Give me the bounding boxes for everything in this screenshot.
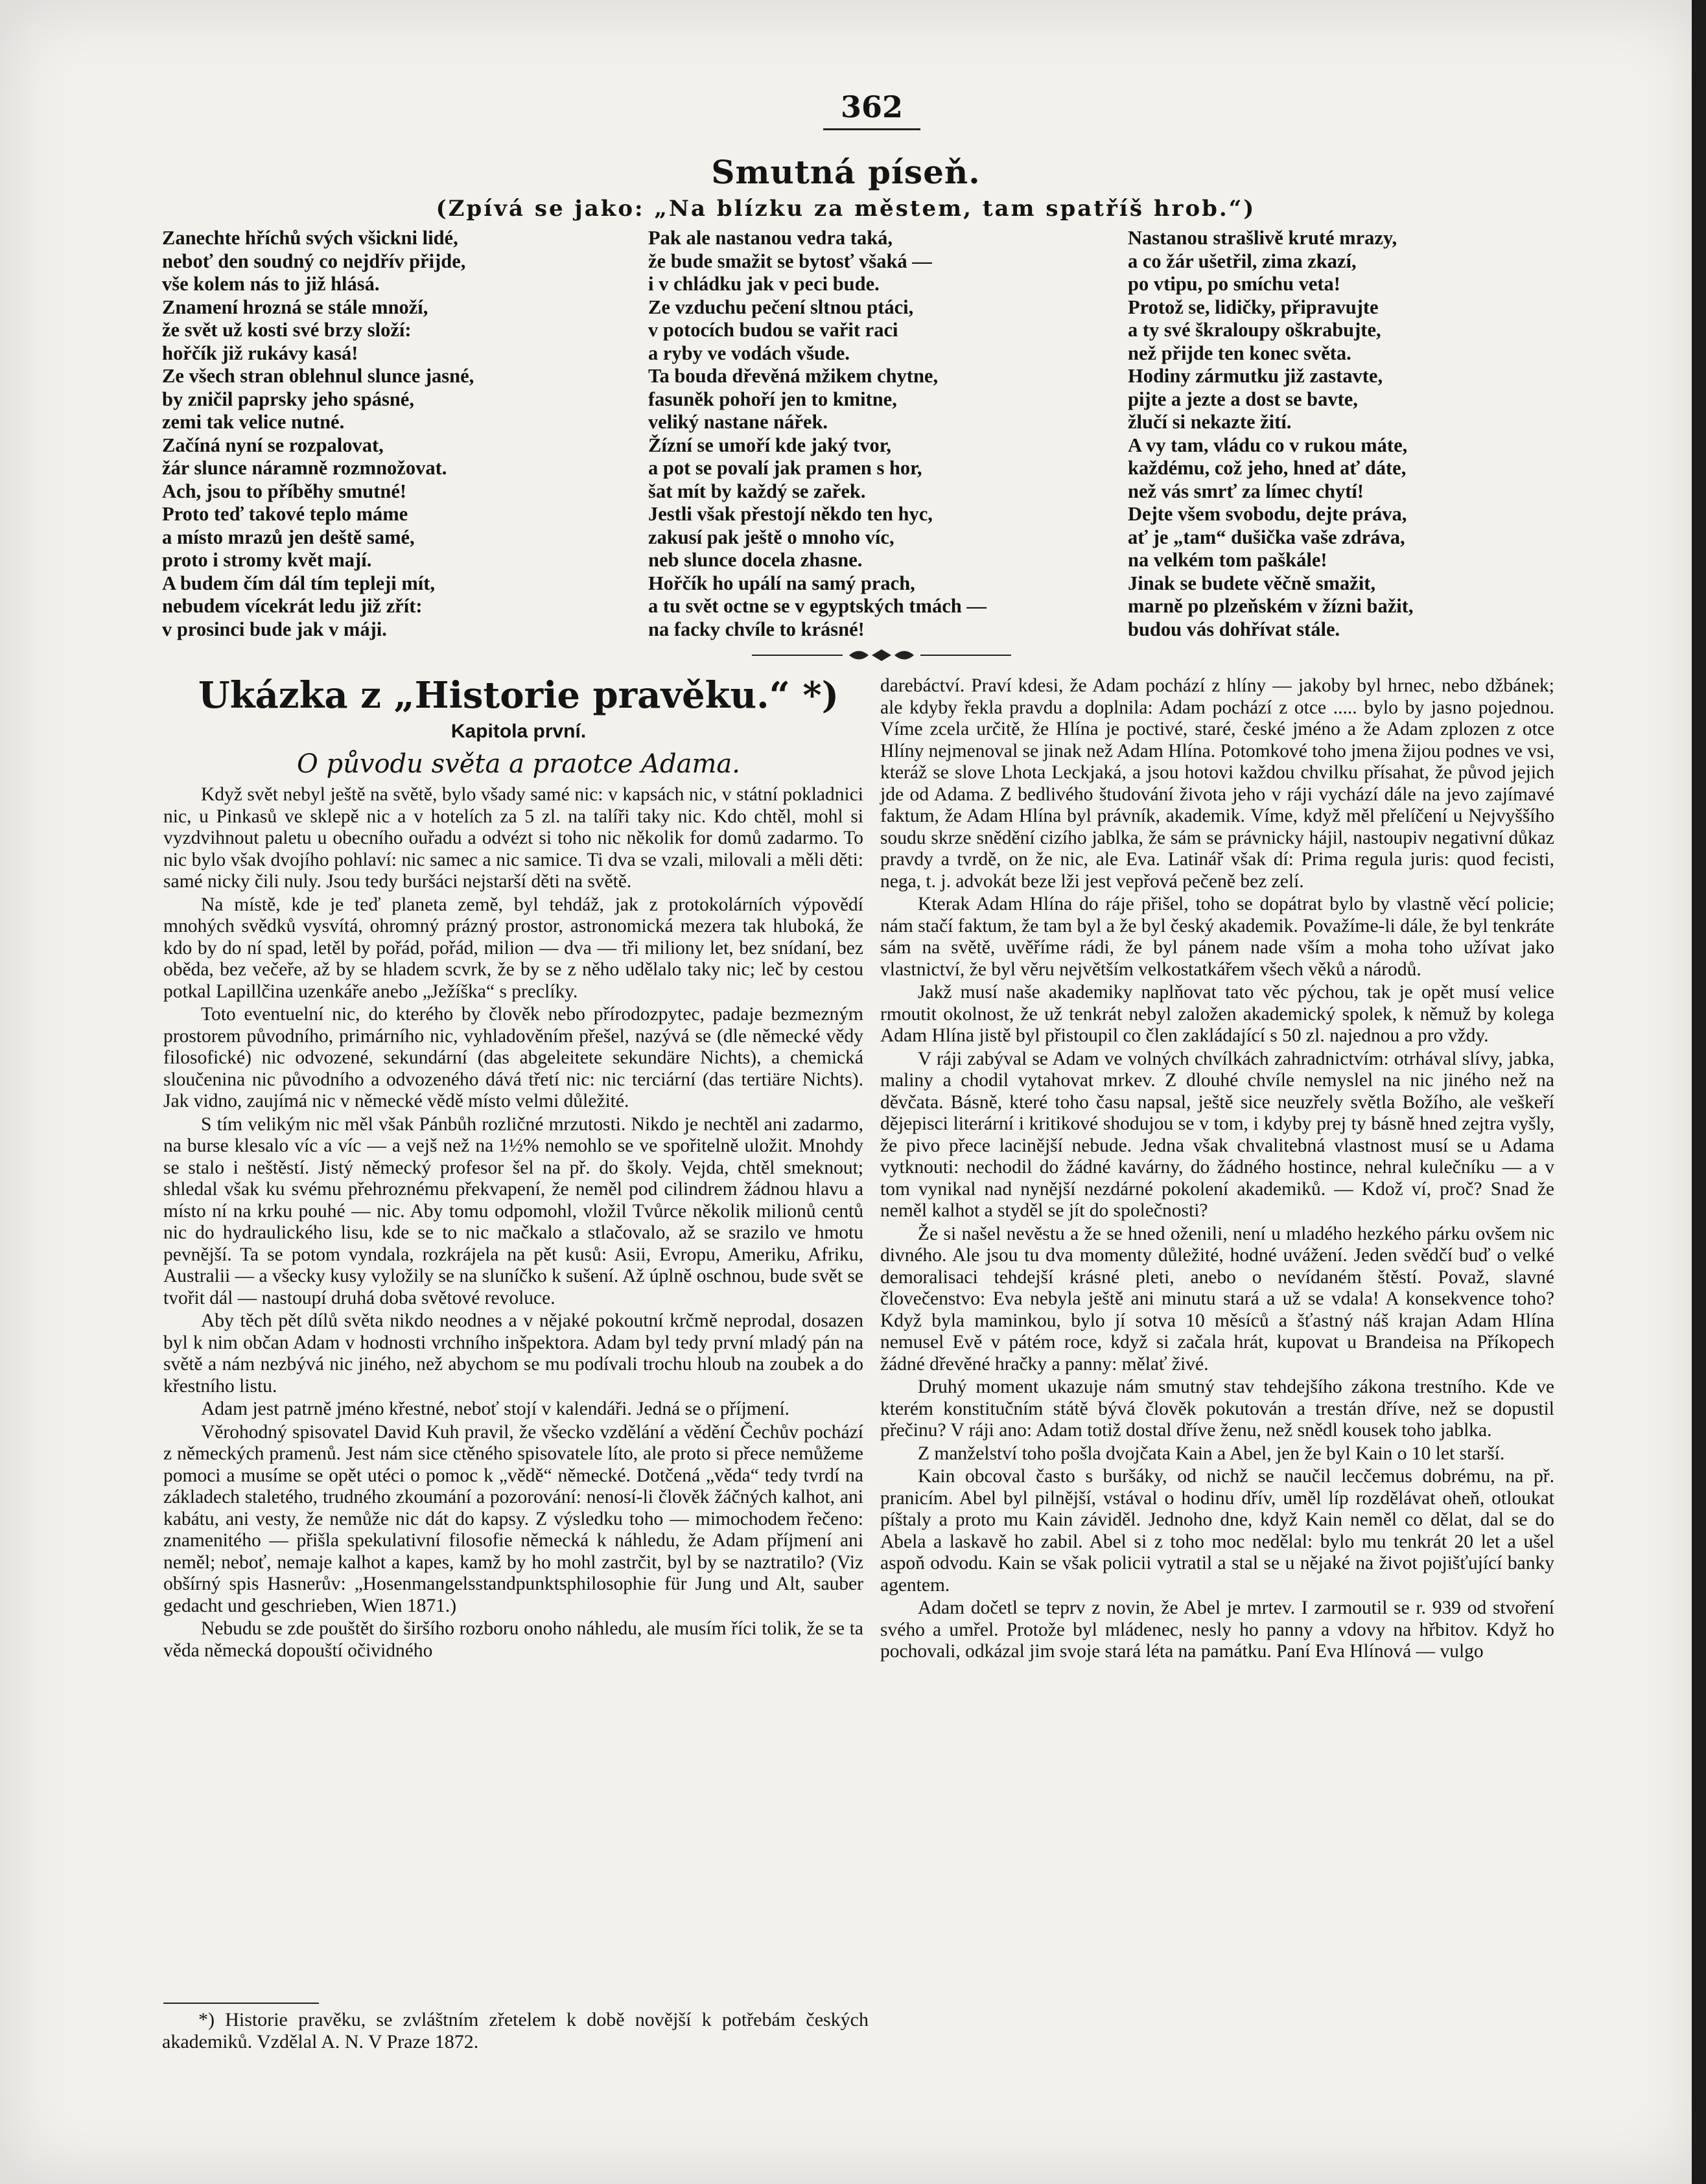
poem-line: šat mít by každý se zařek.	[648, 480, 866, 502]
footnote	[162, 2009, 869, 2053]
poem-line: a pot se povalí jak pramen s hor,	[648, 457, 922, 479]
article-subtitle: O původu světa a praotce Adama.	[297, 749, 740, 779]
poem-line: a místo mrazů jen deště samé,	[162, 526, 415, 548]
poem-line: Jinak se budete věčně smažit,	[1128, 572, 1376, 594]
poem-line: fasuněk pohoří jen to kmitne,	[648, 388, 897, 410]
poem-line: proto i stromy květ mají.	[162, 549, 372, 571]
poem-line: Pak ale nastanou vedra taká,	[648, 227, 893, 249]
paragraph: Adam dočetl se teprv z novin, že Abel je mrtev. I zarmoutil se r. 939 od stvoření svého a umřel. Protože byl mládenec, nesly ho panny a vdovy na hřbitov. Když ho pochovali, odkázal jim svoje stará léta na památku. Paní Eva Hlínová — vulgo	[880, 1597, 1554, 1662]
poem-line: že svět už kosti své brzy složí:	[162, 319, 412, 341]
article-title: Ukázka z „Historie pravěku.“ *)	[198, 674, 839, 717]
paragraph: Když svět nebyl ještě na světě, bylo všady samé nic: v kapsách nic, v státní pokladnici nic, u Pinkasů ve sklepě nic a v hotelích za 5 zl. na talíři taky nic. Kdo chtěl, mohl si vyzdvihnout paletu u obecního ouřadu a odvézt si toho nic několik for domů zadarmo. To nic bylo však dvojího pohlaví: nic samec a nic samice. Ti dva se vzali, milovali a měli děti: samé nicky čili nuly. Jsou tedy buršáci nejstarší děti na světě.	[163, 784, 863, 892]
poem-column-2	[648, 227, 1115, 641]
poem-line: Žízní se umoří kde jaký tvor,	[648, 434, 892, 456]
paragraph: darebáctví. Praví kdesi, že Adam pochází z hlíny — jakoby byl hrnec, nebo džbánek; ale kdyby řekla pravdu a doplnila: Adam pochází z otce ..... bylo by jasno pojednou. Víme zcela určitě, že Hlína je poctivé, staré, české jméno a že Adam zplozen z otce Hlíny nejmenoval se jinak než Adam Hlína. Potomkové toho jmena žijou podnes ve vsi, kteráž se slove Lhota Leckjaká, a jsou hotovi každou chvilku přísahat, že původ jejich jde od Adama. Z bedlivého študování života jeho v ráji vychází dále na jevo zajímavé faktum, že Adam Hlína byl právník, akademik. Víme, když měl přelíčení u Nejvyššího soudu skrze snědění cizího jablka, že sám se právnicky hájil, nastoupiv negativní důkaz pravdy a tvrdě, on že nic, ale Eva. Latinář však dí: Prima regula juris: quod fecisti, nega, t. j. advokát beze lži jest vepřová pečeně bez zelí.	[880, 675, 1554, 892]
paragraph: Toto eventuelní nic, do kterého by člověk nebo přírodozpytec, padaje bezmezným prostorem původního, primárního nic, vyhladověním přešel, nazývá se (dle německé vědy filosofické) nic odvozené, sekundární (das abgeleitete sekundäre Nichts), a chemická sloučenina nic původního a odvozeného dává třetí nic: nic terciární (das tertiäre Nichts). Jak vidno, zaujímá nic v německé vědě místo velmi důležité.	[163, 1004, 863, 1111]
binding-edge	[1692, 0, 1706, 2184]
poem-line: v potocích budou se vařit raci	[648, 319, 898, 341]
paragraph: Adam jest patrně jméno křestné, neboť stojí v kalendáři. Jedná se o příjmení.	[201, 1399, 790, 1419]
poem-line: marně po plzeňském v žízni bažit,	[1128, 595, 1414, 617]
poem-line: A budem čím dál tím tepleji mít,	[162, 572, 436, 594]
poem-line: a ty své škraloupy oškrabujte,	[1128, 319, 1381, 341]
poem-line: budou vás dohřívat stále.	[1128, 618, 1340, 640]
poem-line: veliký nastane nářek.	[648, 411, 828, 433]
poem-column-1	[162, 227, 532, 641]
poem-line: zakusí pak ještě o mnoho víc,	[648, 526, 894, 548]
chapter-heading: Kapitola první.	[450, 721, 587, 742]
poem-line: Jestli však přestojí někdo ten hyc,	[648, 503, 933, 525]
paragraph: Věrohodný spisovatel David Kuh pravil, že všecko vzdělání a vědění Čechův pochází z německých pramenů. Jest nám sice ctěného spisovatele líto, ale proto si přece nemůžeme pomoci a musíme se opět utéci o pomoc k „vědě“ německé. Dotčená „věda“ tedy tvrdí na základech staletého, trudného zkoumání a pozorování: nenosí-li člověk žáčných kalhot, ani kabátu, ani vesty, že nemůže nic dát do kapsy. Z výsledku toho — mimochodem řečeno: znamenitého — přišla spekulativní filosofie německá k náhledu, že Adam příjmení ani neměl; neboť, nemaje kalhot a kapes, kamž by ho mohl zastrčit, byl by se naztratilo? (Viz obšírný spis Hasnerův: „Hosenmangelsstandpunktsphilosophie für Jung und Alt, sauber gedacht und geschrieben, Wien 1871.)	[163, 1421, 863, 1616]
poem-line: Hodiny zármutku již zastavte,	[1128, 365, 1383, 387]
poem-line: na facky chvíle to krásné!	[648, 618, 865, 640]
poem-line: v prosinci bude jak v máji.	[162, 618, 387, 640]
poem-line: než přijde ten konec světa.	[1128, 342, 1351, 364]
poem-column-3	[1128, 227, 1530, 641]
paragraph: Nebudu se zde pouštět do širšího rozboru onoho náhledu, ale musím říci tolik, že se ta věda německá dopouští očividného	[163, 1618, 863, 1661]
poem-line: Protož se, lidičky, připravujte	[1128, 296, 1379, 318]
footnote-text: *) Historie pravěku, se zvláštním zřetelem k době novější k potřebám českých akademiků. Vzdělal A. N. V Praze 1872.	[162, 2009, 869, 2052]
poem-line: a co žár ušetřil, zima zkazí,	[1128, 250, 1357, 272]
poem-line: Ze vzduchu pečení sltnou ptáci,	[648, 296, 914, 318]
paragraph: Jakž musí naše akademiky naplňovat tato věc pýchou, tak je opět musí velice rmoutit okolnost, že už tenkrát nebyl založen akademický spolek, k němuž by kolega Adam Hlína jistě byl přistoupil co člen zakládající s 50 zl. najednou a pro vždy.	[880, 982, 1554, 1046]
poem-line: Zanechte hříchů svých všickni lidé,	[162, 227, 458, 249]
poem-line: A vy tam, vládu co v rukou máte,	[1128, 434, 1408, 456]
paragraph: Aby těch pět dílů světa nikdo neodnes a v nějaké pokoutní krčmě neprodal, dosazen byl k nim občan Adam v hodnosti vrchního inšpektora. Adam byl tedy první mladý pán na světě a nám nezbývá nic jiného, než abychom se mu podívali trochu hloub na zoubek a do křestního listu.	[163, 1310, 863, 1397]
paragraph: Že si našel nevěstu a že se hned oženili, není u mladého hezkého párku ovšem nic divného. Ale jsou tu dva momenty důležité, hodné uvážení. Jeden svědčí buď o velké demoralisaci tehdejší krásné pleti, anebo o nevídaném štěstí. Považ, slavné človečenstvo: Eva nebyla ještě ani minutu stará a už se vdala! A konsekvence toho? Když byla maminkou, bylo jí sotva 10 měsíců a šťastný náš krajan Adam Hlína nemusel Evě v pátém roce, když si začala hrát, kupovat u Brandeisa na Příkopech žádné dřevěné hračky a panny: mělať živé.	[880, 1223, 1554, 1375]
poem-line: neboť den soudný co nejdřív přijde,	[162, 250, 466, 272]
paragraph: Druhý moment ukazuje nám smutný stav tehdejšího zákona trestního. Kde ve kterém konstitučním státě bývá člověk pokutován a trestán dříve, než se dopustil přečinu? V ráji ano: Adam totiž dostal dříve ženu, než snědl kousek toho jablka.	[880, 1377, 1554, 1441]
poem-line: a tu svět octne se v egyptských tmách —	[648, 595, 987, 617]
poem-line: každému, což jeho, hned ať dáte,	[1128, 457, 1407, 479]
poem-line: a ryby ve vodách všude.	[648, 342, 850, 364]
poem-line: Ach, jsou to příběhy smutné!	[162, 480, 407, 502]
poem-line: Proto teď takové teplo máme	[162, 503, 408, 525]
paragraph: Na místě, kde je teď planeta země, byl tehdáž, jak z protokolárních výpovědí mnohých svědků vysvítá, ohromný prázný prostor, astronomická mezera tak hluboká, že kdo by do ní spad, letěl by pořád, pořád, milion — dva — tři miliony let, bez snídaní, bez oběda, bez večeře, až by se hladem scvrk, že by se z něho udělalo taky nic; leč by cestou potkal Lapillčina uzenkáře anebo „Ježíška“ s preclíky.	[163, 894, 863, 1002]
poem-line: než vás smrť za límec chytí!	[1128, 480, 1364, 502]
poem-line: vše kolem nás to již hlásá.	[162, 273, 380, 295]
poem-line: Hořčík ho upálí na samý prach,	[648, 572, 915, 594]
article-right-column	[880, 675, 1554, 1663]
poem-line: by zničil paprsky jeho spásné,	[162, 388, 414, 410]
paragraph: Z manželství toho pošla dvojčata Kain a Abel, jen že byl Kain o 10 let starší.	[918, 1443, 1505, 1464]
poem-line: Začíná nyní se rozpalovat,	[162, 434, 384, 456]
poem-line: Nastanou strašlivě kruté mrazy,	[1128, 227, 1397, 249]
poem-line: Dejte všem svobodu, dejte práva,	[1128, 503, 1407, 525]
poem-line: Znamení hrozná se stále množí,	[162, 296, 428, 318]
poem-line: že bude smažit se bytosť všaká —	[648, 250, 932, 272]
poem-line: na velkém tom paškále!	[1128, 549, 1327, 571]
poem-line: neb slunce docela zhasne.	[648, 549, 863, 571]
poem-line: Ta bouda dřevěná mžikem chytne,	[648, 365, 939, 387]
poem-subtitle: (Zpívá se jako: „Na blízku za městem, tam spatříš hrob.“)	[436, 196, 1256, 222]
poem-line: zemi tak velice nutné.	[162, 411, 345, 433]
paragraph: Kain obcoval často s buršáky, od nichž se naučil lecčemus dobrému, na př. pranicím. Abel byl pilnější, vstával o hodinu dřív, uměl líp rozdělávat oheň, otloukat píštaly a proto mu Kain záviděl. Jednoho dne, když Kain neměl co dělat, dal se do Abela a laskavě ho zabil. Abel si z toho moc nedělal: bylo mu tenkrát 20 let a ušel aspoň odvodu. Kain se však policii vytratil a stal se u nějaké na život pojišťující banky agentem.	[880, 1466, 1554, 1596]
ornament-divider	[752, 647, 1011, 664]
poem-line: nebudem vícekrát ledu již zřít:	[162, 595, 423, 617]
poem-title: Smutná píseň.	[711, 153, 981, 191]
paragraph: S tím velikým nic měl však Pánbůh rozličné mrzutosti. Nikdo je nechtěl ani zadarmo, na burse klesalo víc a víc — a vejš než na 1½% nemohlo se ve spořitelně uložit. Mnohdy se stalo i neštěstí. Jistý německý profesor šel na př. do školy. Vejda, chtěl smeknout; shledal však ku svému přehroznému překvapení, že neměl pod cilindrem žádnou hlavu a místo ní na krku pouhé — nic. Aby tomu odpomohl, vložil Tvůrce několik milionů centů nic do hydraulického lisu, kde se to nic mačkalo a stlačovalo, až se srazilo ve hmotu pevnější. Ta se potom vyndala, rozkrájela na pět kusů: Asii, Evropu, Ameriku, Afriku, Australii — a všecky kusy vyložily se na sluníčko k sušení. Až úplně oschnou, bude svět se tvořit dál — nastoupí druhá doba světové revoluce.	[163, 1113, 863, 1308]
poem-line: po vtipu, po smíchu veta!	[1128, 273, 1340, 295]
paragraph: Kterak Adam Hlína do ráje přišel, toho se dopátrat bylo by vlastně věcí policie; nám stačí faktum, že tam byl a že byl český akademik. Považíme-li dále, že byl tenkráte sám na světě, uvěříme rádi, že byl pánem nade vším a moha toho užívat jako vlastnictví, že byl věru největším velkostatkářem všech věků a národů.	[880, 894, 1554, 980]
poem-line: pijte a jezte a dost se bavte,	[1128, 388, 1358, 410]
poem-line: Ze všech stran oblehnul slunce jasné,	[162, 365, 474, 387]
poem-line: ať je „tam“ dušička vaše zdráva,	[1128, 526, 1405, 548]
article-left-column	[163, 784, 863, 1662]
footnote-rule	[163, 2003, 319, 2004]
poem-line: hořčík již rukávy kasá!	[162, 342, 358, 364]
poem-line: žlučí si nekazte žití.	[1128, 411, 1292, 433]
poem-line: žár slunce náramně rozmnožovat.	[162, 457, 447, 479]
poem-line: i v chládku jak v peci bude.	[648, 273, 880, 295]
paragraph: V ráji zabýval se Adam ve volných chvílkách zahradnictvím: otrhával slívy, jabka, maliny a chodil vytahovat mrkev. Z dlouhé chvíle nemyslel na nic jiného než na děvčata. Básně, které toho času napsal, ještě sice neuzřely světla Božího, ale veškeří dějepisci literární i kritikové shodujou se v tom, i kdyby prej ty básně hned zejtra vyšly, že pivo přece lacinější nebude. Jedna však chvalitebná vlastnost musí se u Adama vytknouti: nechodil do žádné kavárny, do žádného hostince, nehral kulečníku — a v tom vynikal nad nynější nezdárné pokolení akademiků. — Kdož ví, proč? Snad že neměl kalhot a styděl se jít do společnosti?	[880, 1048, 1554, 1221]
page-number: 362	[823, 89, 920, 130]
